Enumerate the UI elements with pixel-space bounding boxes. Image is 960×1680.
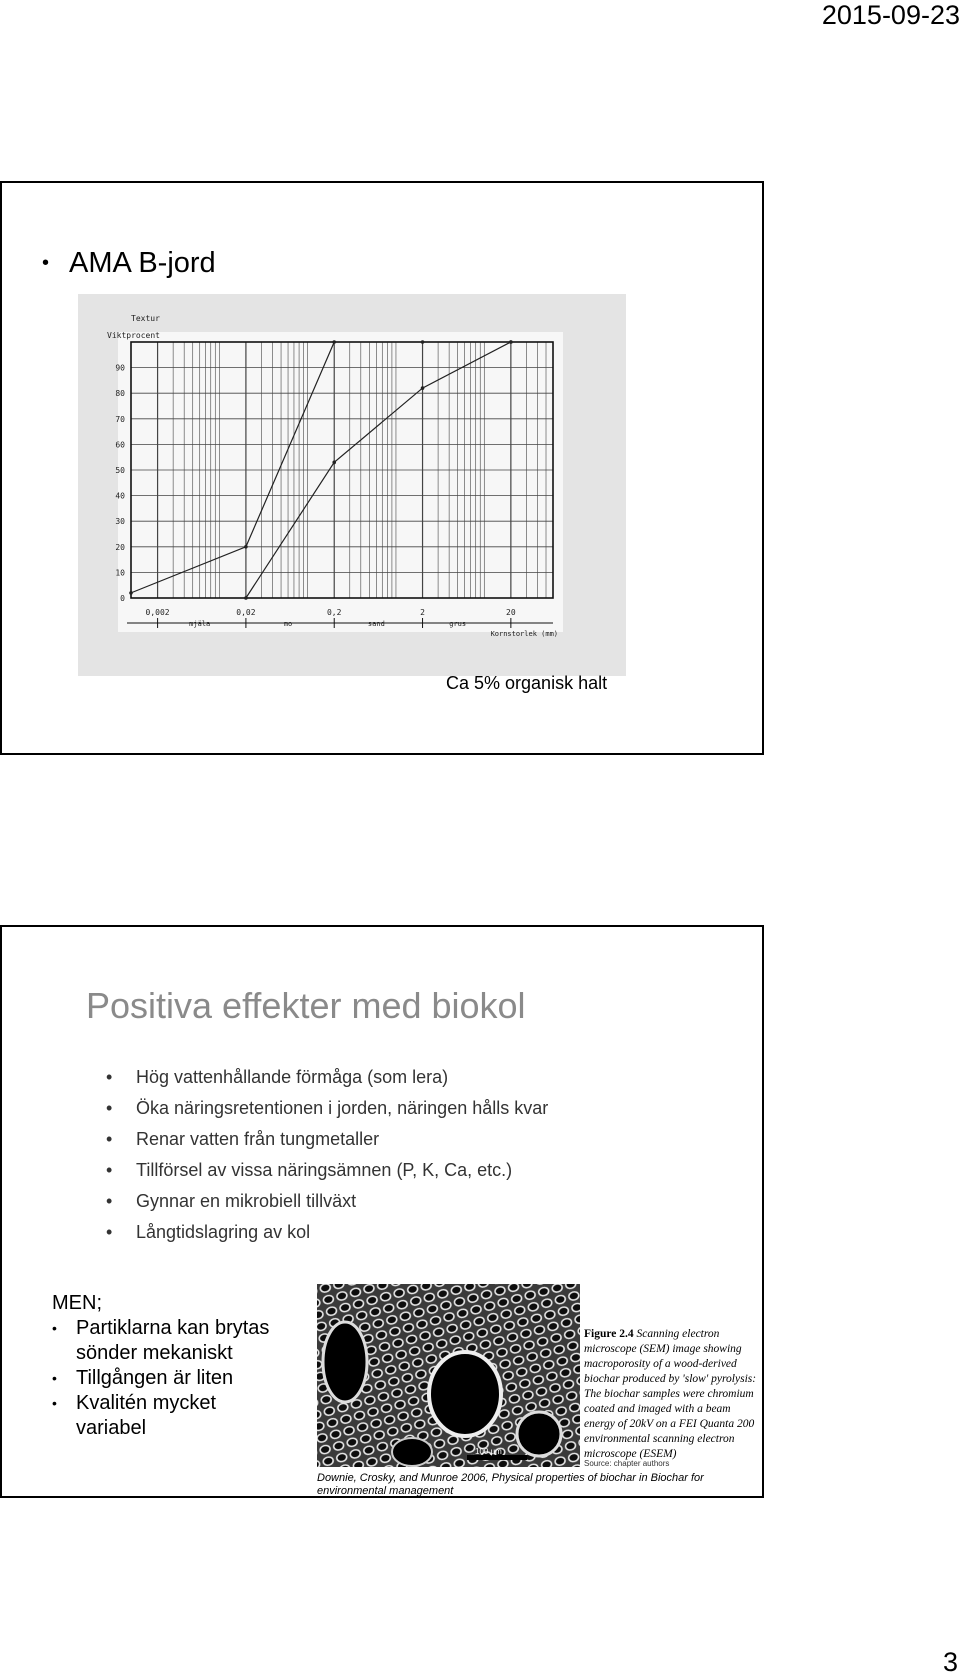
chart-class-label: mjäla: [189, 620, 211, 628]
chart-y-tick-label: 60: [115, 440, 125, 450]
chart-y-tick-label: 0: [120, 594, 125, 603]
page-number: 3: [942, 1647, 958, 1677]
chart-x-tick-label: 2: [420, 608, 425, 617]
texture-chart-svg: [78, 294, 626, 676]
men-label: MEN;: [52, 1292, 102, 1314]
slide1-bullet: [42, 247, 216, 280]
chart-point: [332, 461, 336, 465]
chart-point: [244, 596, 248, 600]
chart-point: [129, 591, 133, 595]
benefit-item: • Gynnar en mikrobiell tillväxt: [106, 1186, 548, 1217]
benefit-list: [106, 1062, 548, 1248]
slide1-bullet-text: AMA B-jord: [69, 247, 216, 279]
chart-y-tick-label: 50: [115, 466, 125, 475]
figure-source: Source: chapter authors: [584, 1459, 670, 1468]
figure-caption-text: Scanning electron microscope (SEM) image showing macroporosity of a wood-derived biochar produced by 'slow' pyrolysis: The biochar samples were chromium coated and imaged with a beam energy of 20kV on a FEI Quanta 200 environmental scanning electron microscope (ESEM): [584, 1328, 757, 1460]
chart-y-tick-label: 80: [115, 389, 125, 399]
slide1-caption: Ca 5% organisk halt: [446, 673, 608, 693]
chart-point: [509, 340, 513, 344]
chart-y-tick-label: 70: [115, 414, 125, 424]
chart-class-label: mo: [283, 620, 293, 628]
chart-point: [421, 386, 425, 390]
texture-chart: [78, 294, 626, 676]
chart-class-label: sand: [367, 620, 385, 628]
chart-ylabel: Viktprocent: [107, 331, 160, 340]
drawbacks-block: [52, 1291, 316, 1441]
drawback-item: • Kvalitén mycket variabel: [52, 1391, 266, 1441]
chart-x-tick-label: 0,02: [236, 608, 256, 617]
sem-micrograph: [317, 1284, 580, 1467]
chart-x-tick-label: 0,2: [326, 608, 342, 617]
chart-class-label: grus: [449, 620, 467, 628]
benefit-item: • Tillförsel av vissa näringsämnen (P, K, Ca, etc.): [106, 1155, 548, 1186]
slide-ama-b-jord: [0, 181, 764, 755]
chart-point: [421, 340, 425, 344]
drawback-item: • Tillgången är liten: [52, 1366, 316, 1391]
chart-y-tick-label: 30: [115, 517, 125, 527]
scale-bar-label: 100 µm: [475, 1447, 502, 1456]
date-header: 2015-09-23: [821, 0, 960, 30]
chart-y-tick-label: 40: [115, 491, 125, 501]
chart-point: [244, 545, 248, 549]
figure-label: Figure 2.4: [584, 1328, 634, 1340]
slide-biokol: [0, 925, 764, 1498]
chart-xlabel: Kornstorlek (mm): [490, 630, 558, 638]
figure-caption: [584, 1327, 762, 1462]
sem-image: [317, 1284, 580, 1467]
chart-x-tick-label: 0,002: [145, 608, 170, 617]
drawback-list: [52, 1316, 316, 1441]
chart-title: Textur: [131, 314, 160, 323]
chart-plot-area: [118, 332, 563, 632]
chart-y-tick-label: 90: [115, 363, 125, 373]
image-credit: Downie, Crosky, and Munroe 2006, Physical properties of biochar in Biochar for environmental management: [317, 1472, 704, 1497]
chart-y-tick-label: 10: [115, 568, 125, 578]
slide2-title: Positiva effekter med biokol: [86, 985, 526, 1026]
chart-x-tick-label: 20: [506, 608, 516, 617]
chart-point: [332, 340, 336, 344]
bullet-dot: •: [42, 252, 50, 274]
chart-y-tick-label: 20: [115, 542, 125, 552]
benefit-item: • Renar vatten från tungmetaller: [106, 1124, 548, 1155]
benefit-item: • Öka näringsretentionen i jorden, näringen hålls kvar: [106, 1093, 548, 1124]
benefit-item: • Hög vattenhållande förmåga (som lera): [106, 1062, 548, 1093]
benefit-item: • Långtidslagring av kol: [106, 1217, 548, 1248]
drawback-item: • Partiklarna kan brytas sönder mekaniskt: [52, 1316, 316, 1366]
